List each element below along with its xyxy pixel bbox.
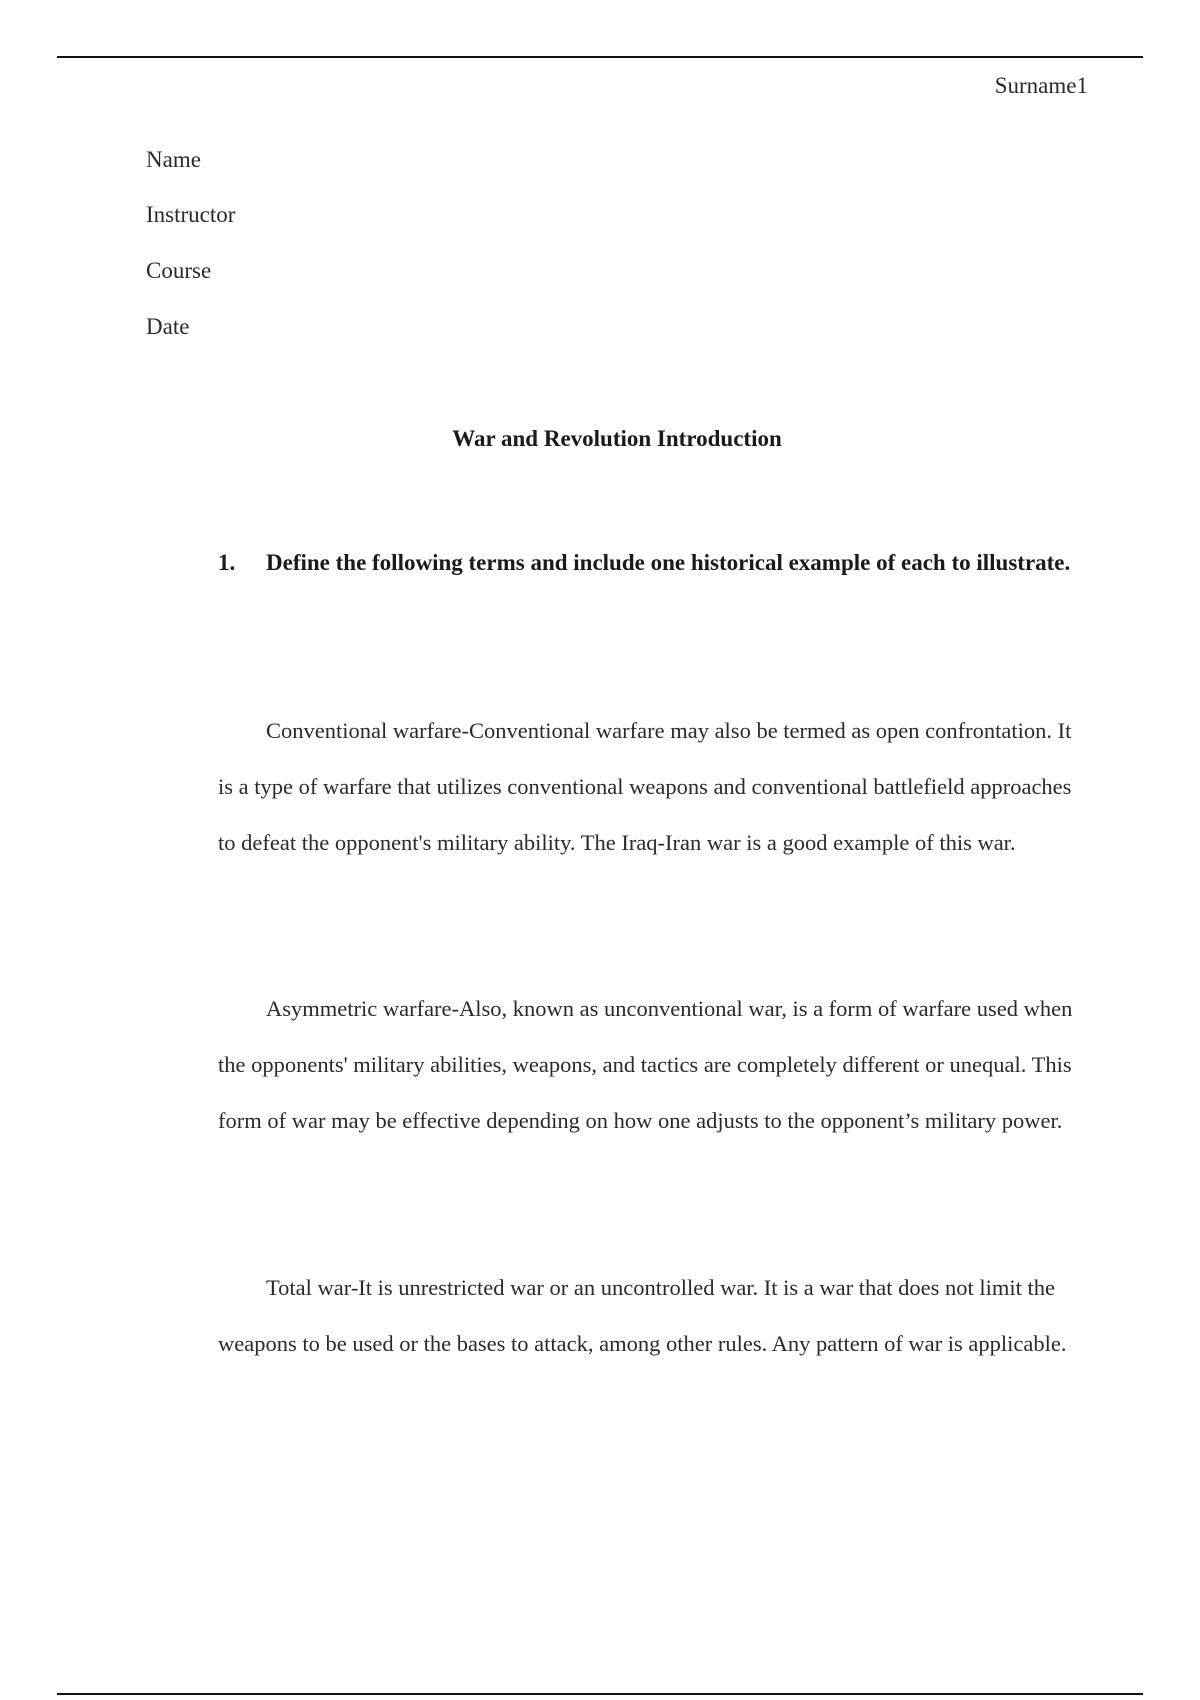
meta-course: Course [146,258,212,283]
paragraph-total-war: Total war-It is unrestricted war or an uncontrolled war. It is a war that does not limit the weapons to be used or the bases to attack, among other rules. Any pattern of war is applicable. [218,1275,1067,1356]
top-rule [57,56,1143,58]
bottom-rule [57,1693,1143,1695]
paragraph-conventional-warfare: Conventional warfare-Conventional warfare may also be termed as open confrontation. It is a type of warfare that utilizes conventional weapons and conventional battlefield approaches to defeat the opponent's military ability. The Iraq-Iran war is a good example of this war. [218,718,1072,855]
document-title: War and Revolution Introduction [452,426,782,451]
meta-name: Name [146,147,201,172]
question-text: Define the following terms and include one historical example of each to illustrate. [266,550,1071,575]
meta-date: Date [146,314,190,339]
paragraph-asymmetric-warfare: Asymmetric warfare-Also, known as unconventional war, is a form of warfare used when the opponents' military abilities, weapons, and tactics are completely different or unequal. This form of war may be effective depending on how one adjusts to the opponent’s military power. [218,996,1073,1133]
meta-instructor: Instructor [146,202,236,227]
question-heading [218,535,1118,591]
running-header-surname: Surname1 [994,73,1088,98]
question-number: 1. [218,550,236,575]
